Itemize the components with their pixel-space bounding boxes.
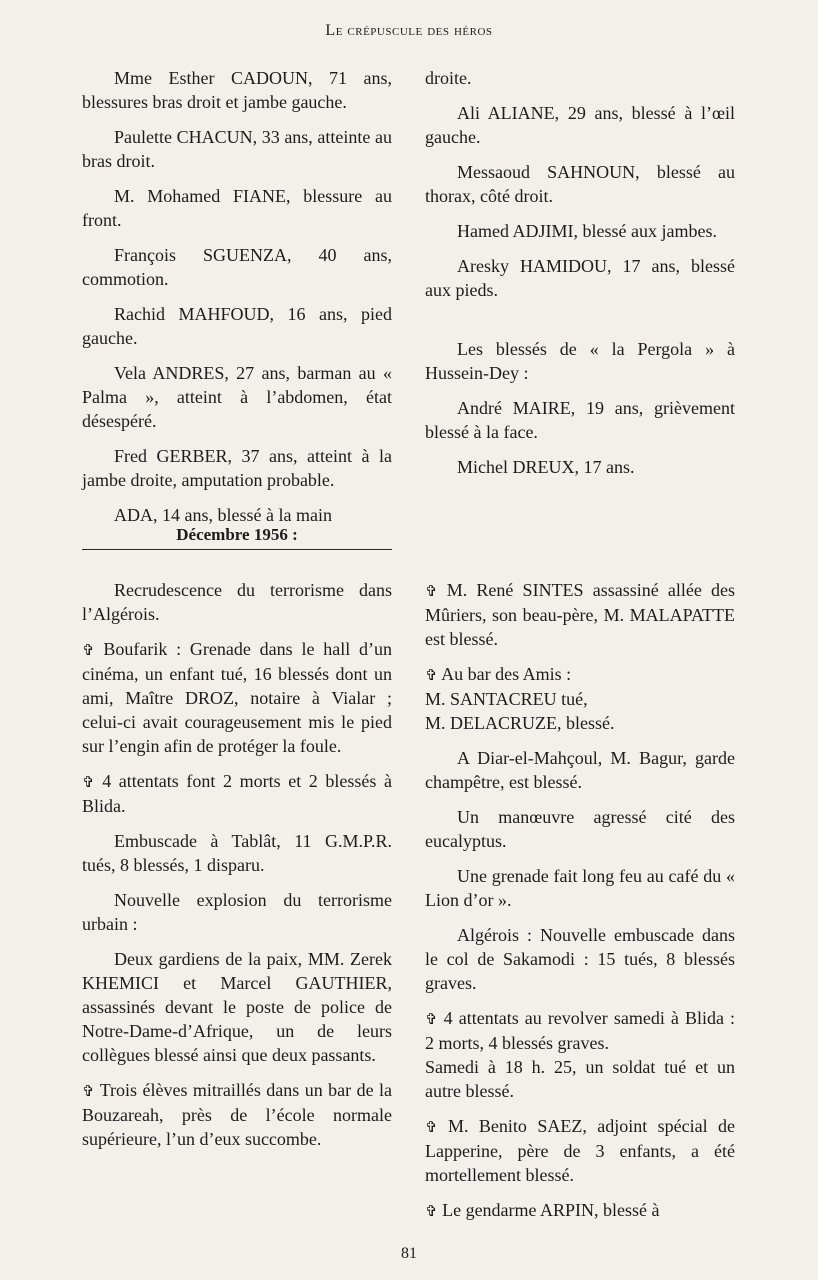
event-entry: ✞ Le gendarme ARPIN, blessé à: [425, 1200, 660, 1220]
casualty-entry: M. Mohamed FIANE, blessure au front.: [82, 186, 392, 230]
casualty-entry: Aresky HAMIDOU, 17 ans, blessé aux pieds.: [425, 256, 735, 300]
event-entry: ✞ M. René SINTES assassiné allée des Mûriers, son beau-père, M. MALAPATTE est blessé.: [425, 580, 736, 649]
event-entry: Recrudescence du terrorisme dans l’Algérois.: [82, 580, 392, 624]
event-entry: ✞ Au bar des Amis :: [425, 664, 572, 684]
cross-icon: ✞: [82, 1082, 95, 1100]
right-column-bottom: [425, 578, 735, 1234]
casualty-entry: Michel DREUX, 17 ans.: [457, 457, 635, 477]
casualty-entry: Hamed ADJIMI, blessé aux jambes.: [457, 221, 717, 241]
cross-icon: ✞: [425, 1010, 438, 1028]
event-entry: Un manœuvre agressé cité des eucalyptus.: [425, 807, 735, 851]
page-number: 81: [401, 1245, 417, 1262]
casualty-entry: François SGUENZA, 40 ans, commotion.: [82, 245, 392, 289]
event-entry: Nouvelle explosion du terrorisme urbain :: [82, 890, 392, 934]
casualty-entry: Mme Esther CADOUN, 71 ans, blessures bras droit et jambe gauche.: [82, 68, 392, 112]
pergola-heading: Les blessés de « la Pergola » à Hussein-Dey :: [425, 339, 735, 383]
section-heading-december-1956: Décembre 1956 :: [82, 525, 392, 550]
event-entry: ✞ 4 attentats au revolver samedi à Blida : 2 morts, 4 blessés graves.: [425, 1008, 736, 1053]
right-column-top: [425, 66, 735, 490]
casualty-entry: Rachid MAHFOUD, 16 ans, pied gauche.: [82, 304, 392, 348]
cross-icon: ✞: [425, 1118, 438, 1136]
event-entry: ✞ M. Benito SAEZ, adjoint spécial de Lapperine, père de 3 enfants, a été mortellement blessé.: [425, 1116, 736, 1185]
event-entry: A Diar-el-Mahçoul, M. Bagur, garde champêtre, est blessé.: [425, 748, 735, 792]
casualty-entry: Fred GERBER, 37 ans, atteint à la jambe droite, amputation probable.: [82, 446, 392, 490]
casualty-entry: André MAIRE, 19 ans, grièvement blessé à la face.: [425, 398, 735, 442]
casualty-entry: ADA, 14 ans, blessé à la main: [114, 505, 332, 525]
left-column-top: [82, 66, 392, 538]
event-entry: M. SANTACREU tué,: [425, 689, 588, 709]
event-entry: Deux gardiens de la paix, MM. Zerek KHEMICI et Marcel GAUTHIER, assassinés devant le poste de police de Notre-Dame-d’Afrique, un de leurs collègues blessé ainsi que deux passants.: [82, 949, 392, 1065]
cross-icon: ✞: [425, 1202, 438, 1220]
cross-icon: ✞: [82, 773, 95, 791]
casualty-entry: Vela ANDRES, 27 ans, barman au « Palma », atteint à l’abdomen, état désespéré.: [82, 363, 392, 431]
event-entry: Embuscade à Tablât, 11 G.M.P.R. tués, 8 blessés, 1 disparu.: [82, 831, 392, 875]
event-entry: ✞ Trois élèves mitraillés dans un bar de la Bouzareah, près de l’école normale supérieure, l’un d’eux succombe.: [82, 1080, 392, 1149]
left-column-bottom: [82, 578, 392, 1162]
cross-icon: ✞: [425, 666, 438, 684]
event-entry: Algérois : Nouvelle embuscade dans le col de Sakamodi : 15 tués, 8 blessés graves.: [425, 925, 735, 993]
event-entry: ✞ 4 attentats font 2 morts et 2 blessés à Blida.: [82, 771, 392, 816]
running-header: Le crépuscule des héros: [325, 22, 493, 39]
casualty-entry: droite.: [425, 68, 472, 88]
event-entry: M. DELACRUZE, blessé.: [425, 713, 615, 733]
event-entry: Samedi à 18 h. 25, un soldat tué et un autre blessé.: [425, 1057, 735, 1101]
cross-icon: ✞: [82, 641, 95, 659]
casualty-entry: Ali ALIANE, 29 ans, blessé à l’œil gauche.: [425, 103, 735, 147]
event-entry: Une grenade fait long feu au café du « Lion d’or ».: [425, 866, 735, 910]
casualty-entry: Messaoud SAHNOUN, blessé au thorax, côté droit.: [425, 162, 735, 206]
casualty-entry: Paulette CHACUN, 33 ans, atteinte au bras droit.: [82, 127, 392, 171]
event-entry: ✞ Boufarik : Grenade dans le hall d’un cinéma, un enfant tué, 16 blessés dont un ami, Maître DROZ, notaire à Vialar ; celui-ci avait courageusement mis le pied sur l’engin afin de protéger la foule.: [82, 639, 393, 756]
cross-icon: ✞: [425, 582, 438, 600]
